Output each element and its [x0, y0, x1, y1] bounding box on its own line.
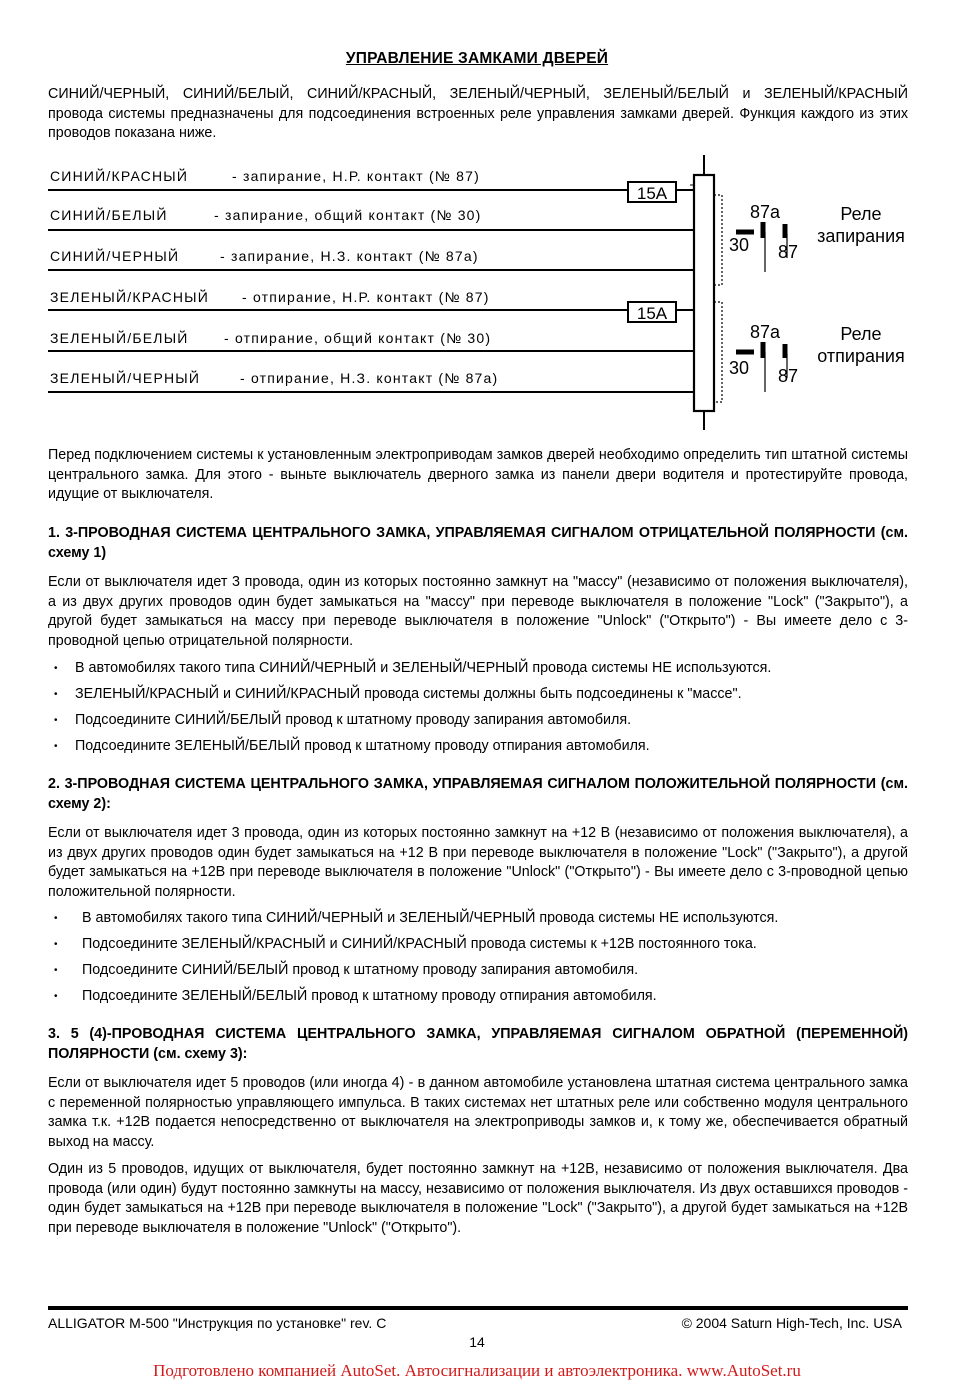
wire-label-green-black: ЗЕЛЕНЫЙ/ЧЕРНЫЙ: [50, 370, 201, 386]
list-item: • Подсоедините СИНИЙ/БЕЛЫЙ провод к штатному проводу запирания автомобиля.: [48, 711, 918, 737]
fuse-lock: [628, 182, 676, 203]
section-3-heading: 3. 5 (4)-ПРОВОДНАЯ СИСТЕМА ЦЕНТРАЛЬНОГО ЗАМКА, УПРАВЛЯЕМАЯ СИГНАЛОМ ОБРАТНОЙ (ПЕРЕМЕННОЙ) ПОЛЯРНОСТИ (см. схему 3):: [48, 1026, 908, 1062]
wire-label-blue-red: СИНИЙ/КРАСНЫЙ: [50, 168, 189, 184]
list-item: • Подсоедините ЗЕЛЕНЫЙ/БЕЛЫЙ провод к штатному проводу отпирания автомобиля.: [48, 987, 918, 1013]
section-2-heading: 2. 3-ПРОВОДНАЯ СИСТЕМА ЦЕНТРАЛЬНОГО ЗАМКА, УПРАВЛЯЕМАЯ СИГНАЛОМ ПОЛОЖИТЕЛЬНОЙ ПОЛЯРНОСТИ (см. схему 2):: [48, 776, 908, 812]
relay-unlock-pin-87: 87: [778, 366, 799, 386]
svg-text:15А: 15А: [636, 304, 668, 323]
section-2-text: Если от выключателя идет 3 провода, один из которых постоянно замкнут на +12 В (независимо от положения выключателя), а из двух других проводов один будет замыкаться на +12 В при переводе выключателя в положение "Lock" ("Закрыто"), а другой будет замыкаться на +12В при переводе выключателя в положение "Unlock" ("Открыто") - Вы имеете дело с 3-проводной цепью положительной полярности.: [48, 825, 908, 900]
footer-copyright: © 2004 Saturn High-Tech, Inc. USA: [681, 1315, 902, 1331]
svg-text:15А: 15А: [636, 184, 668, 203]
wire-desc-green-black: - отпирание, Н.З. контакт (№ 87а): [240, 370, 499, 386]
footer-doc-title: ALLIGATOR M-500 "Инструкция по установке" rev. C: [48, 1315, 387, 1331]
wire-desc-green-red: - отпирание, Н.Р. контакт (№ 87): [242, 289, 490, 305]
section-2-bullets: [48, 909, 918, 1013]
page-title: УПРАВЛЕНИЕ ЗАМКАМИ ДВЕРЕЙ: [345, 50, 609, 67]
relay-lock-label-2: запирания: [817, 226, 905, 246]
intro-paragraph: СИНИЙ/ЧЕРНЫЙ, СИНИЙ/БЕЛЫЙ, СИНИЙ/КРАСНЫЙ, ЗЕЛЕНЫЙ/ЧЕРНЫЙ, ЗЕЛЕНЫЙ/БЕЛЫЙ и ЗЕЛЕНЫЙ/КРАСНЫЙ провода системы предназначены для подсоединения встроенных реле управления замками дверей. Функция каждого из этих проводов показана ниже.: [48, 86, 908, 141]
relay-unlock: [714, 302, 787, 402]
section-1-bullets: [48, 659, 918, 763]
relay-lock-pin-87a: 87а: [750, 202, 781, 222]
wire-desc-blue-red: - запирание, Н.Р. контакт (№ 87): [232, 168, 480, 184]
relay-unlock-pin-30: 30: [729, 358, 750, 378]
relay-lock-label-1: Реле: [840, 204, 882, 224]
section-1-heading: 1. 3-ПРОВОДНАЯ СИСТЕМА ЦЕНТРАЛЬНОГО ЗАМКА, УПРАВЛЯЕМАЯ СИГНАЛОМ ОТРИЦАТЕЛЬНОЙ ПОЛЯРНОСТИ (см. схему 1): [48, 525, 908, 561]
section-3-text-1: Если от выключателя идет 5 проводов (или иногда 4) - в данном автомобиле установлена штатная система центрального замка с переменной полярностью управляющего импульса. В таких системах нет штатных реле или собственно модуля центрального замка т.к. +12В подается непосредственно от выключателя на электроприводы замков и, к тому же, обеспечивается обратный выход на массу.: [48, 1075, 908, 1150]
wire-label-blue-black: СИНИЙ/ЧЕРНЫЙ: [50, 248, 180, 264]
relay-unlock-label-1: Реле: [840, 324, 882, 344]
page-number: 14: [469, 1334, 485, 1350]
list-item: • Подсоедините ЗЕЛЕНЫЙ/КРАСНЫЙ и СИНИЙ/КРАСНЫЙ провода системы к +12В постоянного тока.: [48, 935, 918, 961]
list-item: • Подсоедините ЗЕЛЕНЫЙ/БЕЛЫЙ провод к штатному проводу отпирания автомобиля.: [48, 737, 918, 763]
section-3-text-2: Один из 5 проводов, идущих от выключателя, будет постоянно замкнут на +12В, независимо от положения выключателя. Два провода (или один) будут постоянно замкнуты на массу, независимо от положения выключателя. Из двух оставшихся проводов - один будет замыкаться на +12В при переводе выключателя в положение "Lock" ("Закрыто"), а другой будет замыкаться на +12В при переводе выключателя в положение "Unlock" ("Открыто").: [48, 1161, 908, 1236]
wire-desc-blue-white: - запирание, общий контакт (№ 30): [214, 207, 482, 223]
publisher-credit-link[interactable]: Подготовлено компанией AutoSet. Автосигнализации и автоэлектроника. www.AutoSet.ru: [153, 1361, 801, 1380]
relay-unlock-label-2: отпирания: [817, 346, 905, 366]
wire-desc-green-white: - отпирание, общий контакт (№ 30): [224, 330, 492, 346]
pre-connection-paragraph: Перед подключением системы к установленным электроприводам замков дверей необходимо определить тип штатной системы центрального замка. Для этого - выньте выключатель дверного замка из панели двери водителя и протестируйте провода, идущие от выключателя.: [48, 447, 908, 502]
wire-label-blue-white: СИНИЙ/БЕЛЫЙ: [50, 207, 168, 223]
wire-desc-blue-black: - запирание, Н.З. контакт (№ 87а): [220, 248, 479, 264]
relay-lock-pin-87: 87: [778, 242, 799, 262]
list-item: • Подсоедините СИНИЙ/БЕЛЫЙ провод к штатному проводу запирания автомобиля.: [48, 961, 918, 987]
fuse-unlock: [628, 302, 676, 323]
relay-lock-pin-30: 30: [729, 235, 750, 255]
list-item: • В автомобилях такого типа СИНИЙ/ЧЕРНЫЙ и ЗЕЛЕНЫЙ/ЧЕРНЫЙ провода системы НЕ используются.: [48, 659, 918, 685]
list-item: • В автомобилях такого типа СИНИЙ/ЧЕРНЫЙ и ЗЕЛЕНЫЙ/ЧЕРНЫЙ провода системы НЕ используются.: [48, 909, 918, 935]
list-item: • ЗЕЛЕНЫЙ/КРАСНЫЙ и СИНИЙ/КРАСНЫЙ провода системы должны быть подсоединены к "массе".: [48, 685, 918, 711]
relay-unlock-pin-87a: 87а: [750, 322, 781, 342]
wire-label-green-white: ЗЕЛЕНЫЙ/БЕЛЫЙ: [50, 330, 189, 346]
wire-label-green-red: ЗЕЛЕНЫЙ/КРАСНЫЙ: [50, 289, 210, 305]
footer-divider: [48, 1306, 908, 1310]
section-1-text: Если от выключателя идет 3 провода, один из которых постоянно замкнут на "массу" (независимо от положения выключателя), а из двух других проводов один будет замыкаться на "массу" при переводе выключателя в положение "Lock" ("Закрыто"), а другой будет замыкаться на массу при переводе выключателя в положение "Unlock" ("Открыто") - Вы имеете дело с 3-проводной цепью отрицательной полярности.: [48, 574, 908, 649]
